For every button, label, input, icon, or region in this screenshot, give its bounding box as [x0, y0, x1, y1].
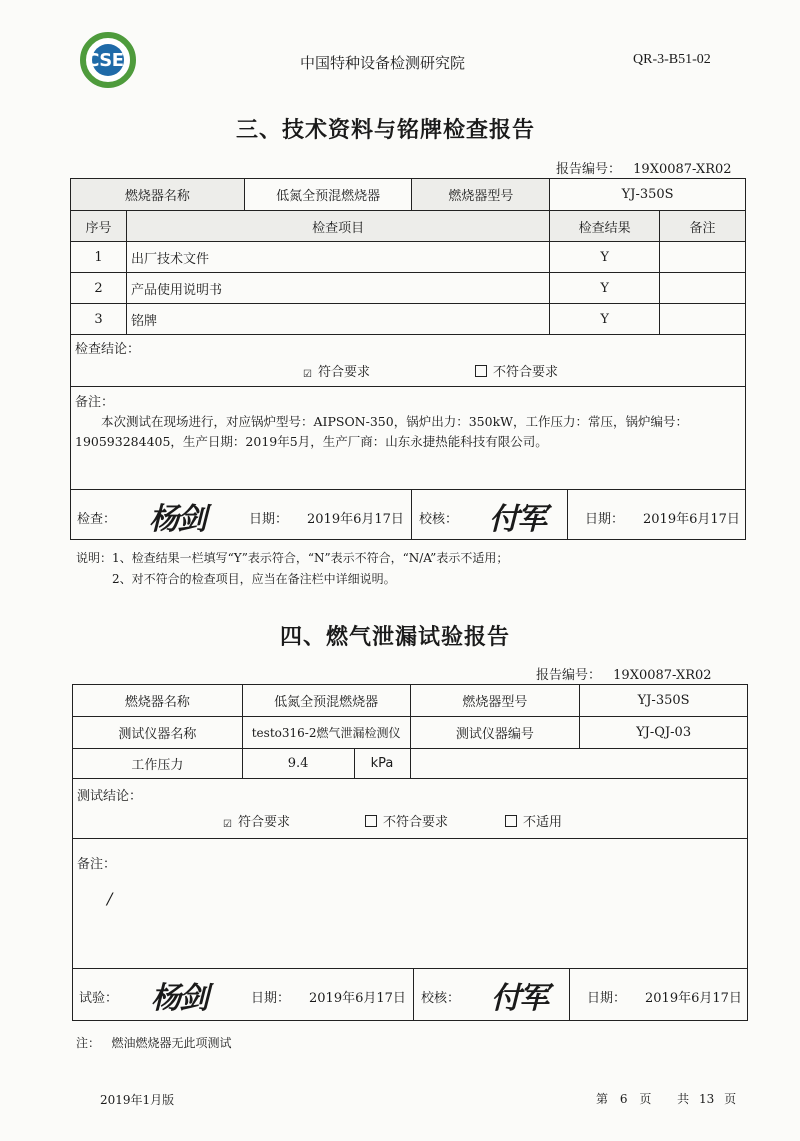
footnote: 注： 燃油燃烧器无此项测试: [76, 1036, 232, 1050]
csei-logo: [80, 32, 136, 88]
row-result: Y: [550, 242, 660, 273]
date-label: 日期：: [249, 512, 289, 527]
total-prefix: 共: [677, 1092, 690, 1106]
report-no-label: 报告编号：: [536, 668, 602, 683]
section3-report-number: [556, 158, 732, 177]
verify-date: 2019年6月17日: [645, 991, 742, 1006]
test-signature-row: [73, 969, 748, 1021]
document-code: QR-3-B51-02: [633, 52, 711, 67]
row-remark: [660, 242, 746, 273]
nonconform-label: 不符合要求: [493, 365, 559, 380]
empty-checkbox-icon: [365, 815, 377, 827]
na-option: [505, 811, 562, 830]
row-result: Y: [550, 273, 660, 304]
col-header-item: 检查项目: [126, 211, 549, 242]
total-value: 13: [699, 1092, 715, 1106]
conform-option: [303, 361, 370, 380]
logo-text: CSEI: [86, 50, 130, 71]
remarks-text: /: [107, 889, 113, 908]
test-remarks-cell: [73, 839, 748, 969]
empty-checkbox-icon: [475, 365, 487, 377]
date-label: 日期：: [251, 991, 291, 1006]
inspect-signature: 杨剑: [149, 502, 205, 537]
date-label: 日期：: [587, 991, 627, 1006]
inspect-date: 2019年6月17日: [307, 512, 404, 527]
table-row: [71, 304, 746, 335]
organization-name: 中国特种设备检测研究院: [300, 54, 466, 72]
checked-checkbox-icon: ☑: [303, 369, 312, 380]
pressure-unit: kPa: [354, 749, 410, 779]
total-suffix: 页: [724, 1092, 737, 1106]
row-item: 产品使用说明书: [126, 273, 549, 304]
report-no-label: 报告编号：: [556, 162, 622, 177]
page-number: [596, 1090, 736, 1107]
page-suffix: 页: [639, 1092, 652, 1106]
pressure-value: 9.4: [242, 749, 354, 779]
checked-checkbox-icon: ☑: [223, 819, 232, 830]
burner-name-value: 低氮全预混燃烧器: [244, 179, 412, 211]
leak-test-table: [72, 684, 748, 1021]
test-date: 2019年6月17日: [309, 991, 406, 1006]
verify-date: 2019年6月17日: [643, 512, 740, 527]
remarks-cell: [71, 387, 746, 490]
row-result: Y: [550, 304, 660, 335]
test-signature: 杨剑: [151, 981, 207, 1016]
nonconform-option: [365, 811, 448, 830]
page-value: 6: [619, 1092, 628, 1106]
report-no-value: 19X0087-XR02: [633, 162, 732, 177]
remarks-label: 备注：: [77, 857, 117, 872]
table-row: [71, 242, 746, 273]
nonconform-label: 不符合要求: [383, 815, 449, 830]
row-no: 3: [71, 304, 127, 335]
row-item: 铭牌: [126, 304, 549, 335]
burner-name-value: 低氮全预混燃烧器: [242, 685, 410, 717]
version-label: 2019年1月版: [100, 1093, 175, 1107]
conform-label: 符合要求: [317, 365, 370, 380]
row-no: 2: [71, 273, 127, 304]
remarks-label: 备注：: [75, 395, 115, 410]
instrument-no-value: YJ-QJ-03: [580, 717, 748, 749]
burner-name-label: 燃烧器名称: [71, 179, 245, 211]
verify-label: 校核：: [421, 991, 461, 1006]
burner-model-value: YJ-350S: [550, 179, 746, 211]
conclusion-label: 检查结论：: [75, 342, 141, 357]
date-label: 日期：: [585, 512, 625, 527]
conclusion-label: 测试结论：: [77, 789, 143, 804]
verify-signature: 付军: [491, 981, 547, 1016]
row-no: 1: [71, 242, 127, 273]
section4-report-number: [536, 664, 712, 683]
empty-checkbox-icon: [505, 815, 517, 827]
conform-label: 符合要求: [237, 815, 290, 830]
note-2: 2、对不符合的检查项目，应当在备注栏中详细说明。: [112, 572, 396, 586]
table-row: [71, 273, 746, 304]
nonconform-option: [475, 361, 558, 380]
verify-signature: 付军: [489, 502, 545, 537]
burner-model-label: 燃烧器型号: [412, 179, 550, 211]
test-label: 试验：: [79, 991, 119, 1006]
verify-label: 校核：: [419, 512, 459, 527]
section3-title: 三、技术资料与铭牌检查报告: [236, 118, 536, 143]
instrument-name-value: testo316-2燃气泄漏检测仪: [242, 717, 410, 749]
row-item: 出厂技术文件: [126, 242, 549, 273]
signature-row: [71, 490, 746, 540]
instrument-name-label: 测试仪器名称: [73, 717, 243, 749]
col-header-result: 检查结果: [550, 211, 660, 242]
col-header-remark: 备注: [660, 211, 746, 242]
burner-model-label: 燃烧器型号: [410, 685, 580, 717]
remarks-text: 本次测试在现场进行，对应锅炉型号：AIPSON-350，锅炉出力：350kW，工作压力：常压，锅炉编号：190593284405，生产日期：2019年5月，生产厂商：山东永捷热能科技有限公司。: [75, 414, 688, 449]
note-1: 说明：1、检查结果一栏填写“Y”表示符合，“N”表示不符合，“N/A”表示不适用；: [76, 551, 509, 565]
row-remark: [660, 273, 746, 304]
inspect-label: 检查：: [77, 512, 117, 527]
instrument-no-label: 测试仪器编号: [410, 717, 580, 749]
conclusion-cell: [71, 335, 746, 387]
page-prefix: 第: [596, 1092, 609, 1106]
row-remark: [660, 304, 746, 335]
test-conclusion-cell: [73, 779, 748, 839]
na-label: 不适用: [523, 815, 563, 830]
section4-title: 四、燃气泄漏试验报告: [280, 625, 511, 650]
conform-option: [223, 811, 290, 830]
burner-name-label: 燃烧器名称: [73, 685, 243, 717]
report-no-value: 19X0087-XR02: [613, 668, 712, 683]
col-header-no: 序号: [71, 211, 127, 242]
burner-model-value: YJ-350S: [580, 685, 748, 717]
pressure-label: 工作压力: [73, 749, 243, 779]
inspection-table: [70, 178, 746, 540]
